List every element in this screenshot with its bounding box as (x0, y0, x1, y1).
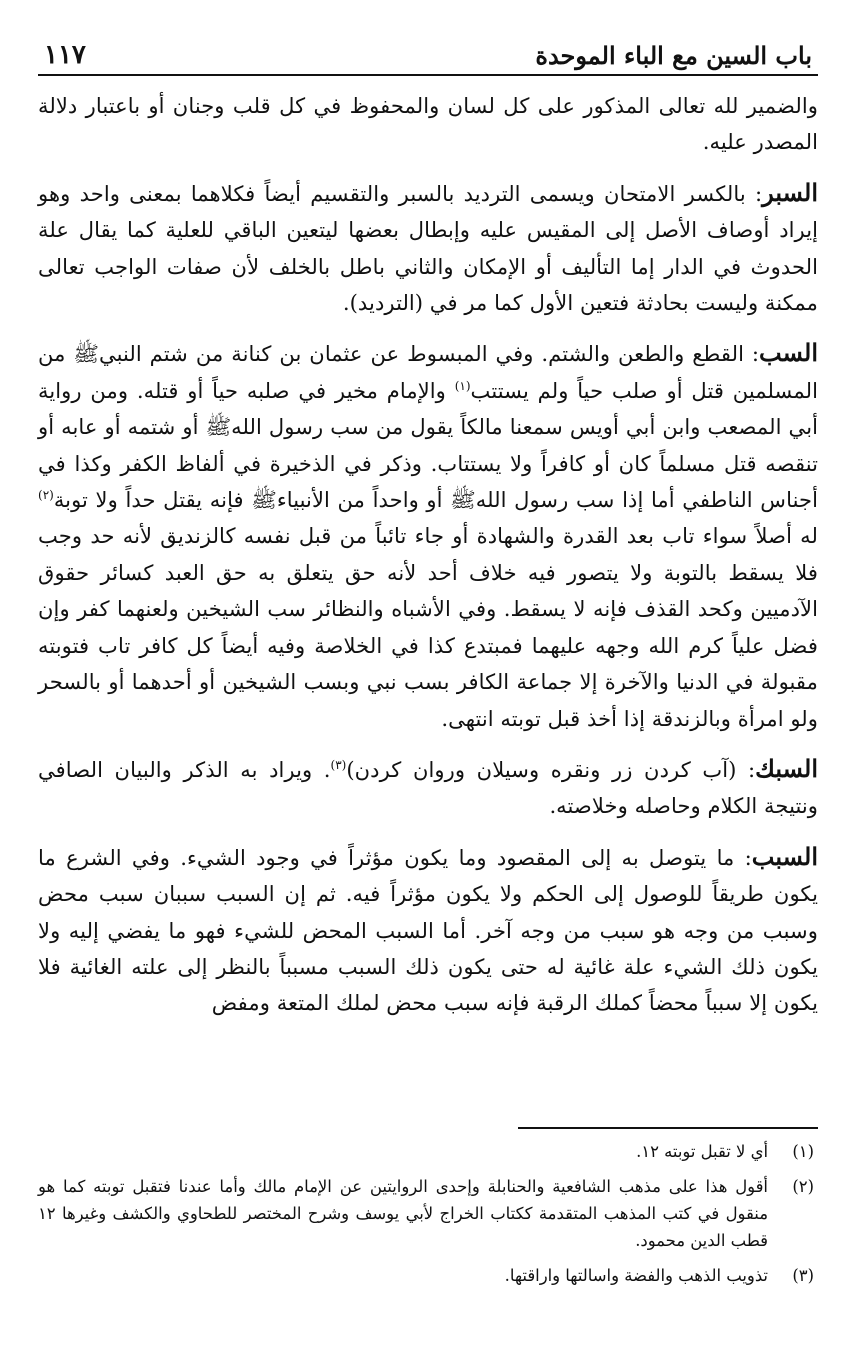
entry-al-sabr (38, 175, 818, 322)
entry-al-sabab (38, 839, 818, 1022)
footnotes (38, 1138, 818, 1297)
footnote-ref[interactable]: (١) (454, 378, 471, 393)
entry-definition-part: : القطع والطعن والشتم. وفي المبسوط عن عثمان بن كنانة من شتم النبيﷺ من المسلمين قتل أو صلب حياً ولم يستتب (38, 341, 819, 403)
entry-definition-part: والإمام مخير في صلبه حياً أو قتله. ومن رواية أبي المصعب وابن أبي أويس سمعنا مالكاً يقول من سب رسول اللهﷺ أو شتمه أو عابه أو تنقصه قتل مسلماً كان أو كافراً ولا يستتاب. وذكر في الذخيرة في ألفاظ الكفر وكذا في أجناس الناطفي أما إذا سب رسول اللهﷺ أو واحداً من الأنبياءﷺ فإنه يقتل حداً ولا توبة (38, 377, 818, 513)
footnote-ref[interactable]: (٢) (38, 488, 54, 502)
entry-term: السبر (762, 177, 818, 207)
footnote-item (38, 1262, 818, 1289)
entry-definition: : ما يتوصل به إلى المقصود وما يكون مؤثراً في وجود الشيء. وفي الشرع ما يكون طريقاً للوصول إلى الحكم ولا يكون مؤثراً فيه. ثم إن السبب سببان سبب محض وسبب من وجه هو سبب من وجه آخر. أما السبب المحض للشيء فهو ما يفضي إليه ولا يكون ذلك الشيء علة غائية له حتى يكون ذلك السبب مسبباً بالنظر إلى علته الغائية فلا يكون إلا سبباً محضاً كملك الرقبة فإنه سبب محض لملك المتعة ومفض (38, 844, 818, 1016)
page-header (38, 30, 818, 76)
page-number: ١١٧ (44, 40, 86, 70)
entry-al-sabk (38, 751, 818, 825)
page-body (38, 88, 818, 1022)
footnote-ref[interactable]: (٣) (330, 757, 347, 772)
footnote-number: (٢) (792, 1177, 814, 1196)
footnote-text: أقول هذا على مذهب الشافعية والحنابلة وإحدى الروايتين عن الإمام مالك وأما عندنا فتقبل توبته كما هو منقول في كتب المذهب المتقدمة ككتاب الخراج لأبي يوسف وشرح المختصر للطحاوي والكشف وغيرها ١٢ قطب الدين محمود. (38, 1177, 768, 1250)
footnote-divider (518, 1127, 818, 1129)
entry-term: السبب (751, 841, 818, 871)
chapter-title: باب السين مع الباء الموحدة (535, 41, 812, 70)
entry-definition: : بالكسر الامتحان ويسمى الترديد بالسبر والتقسيم أيضاً فكلاهما بمعنى واحد وهو إيراد أوصاف الأصل إلى المقيس عليه وإبطال بعضها ليتعين الباقي للعلية كما يقال علة الحدوث في الدار إما التأليف أو الإمكان والثاني باطل بالخلف لأن صفات الواجب تعالى ممكنة وليست بحادثة فتعين الأول كما مر في (الترديد). (38, 180, 818, 316)
entry-definition-part: . ويراد به الذكر والبيان الصافي ونتيجة الكلام وحاصله وخلاصته. (38, 756, 818, 819)
paragraph-text: والضمير لله تعالى المذكور على كل لسان والمحفوظ في كل قلب وجنان أو باعتبار دلالة المصدر عليه. (38, 93, 818, 155)
footnote-item (38, 1173, 818, 1254)
footnote-number: (٣) (792, 1266, 814, 1285)
entry-al-sabb (38, 335, 818, 736)
footnote-text: أي لا تقبل توبته ١٢. (636, 1142, 768, 1161)
footnote-number: (١) (792, 1142, 814, 1161)
paragraph-intro (38, 88, 818, 161)
footnote-text: تذويب الذهب والفضة واسالتها واراقتها. (504, 1266, 768, 1285)
book-page (38, 30, 818, 1350)
entry-definition-part: له أصلاً سواء تاب بعد القدرة والشهادة أو جاء تائباً من قبل نفسه كالزنديق لأنه حد وجب فلا يسقط بالتوبة ولا يتصور فيه خلاف أحد لأنه حق يتعلق به حق العبد كسائر حقوق الآدميين وكحد القذف فإنه لا يسقط. وفي الأشباه والنظائر سب الشيخين ولعنهما كفر وإن فضل علياً كرم الله وجهه عليهما فمبتدع كذا في الخلاصة وفيه أيضاً كل كافر تاب فتوبته مقبولة في الدنيا والآخرة إلا جماعة الكافر بسب نبي وبسب الشيخين أو أحدهما أو بالسحر ولو امرأة وبالزندقة إذا أخذ قبل توبته انتهى. (38, 523, 818, 731)
entry-term: السبك (755, 753, 818, 783)
entry-definition-part: : (آب كردن زر ونقره وسيلان وروان كردن) (346, 756, 756, 782)
entry-term: السب (759, 338, 818, 368)
footnote-item (38, 1138, 818, 1165)
